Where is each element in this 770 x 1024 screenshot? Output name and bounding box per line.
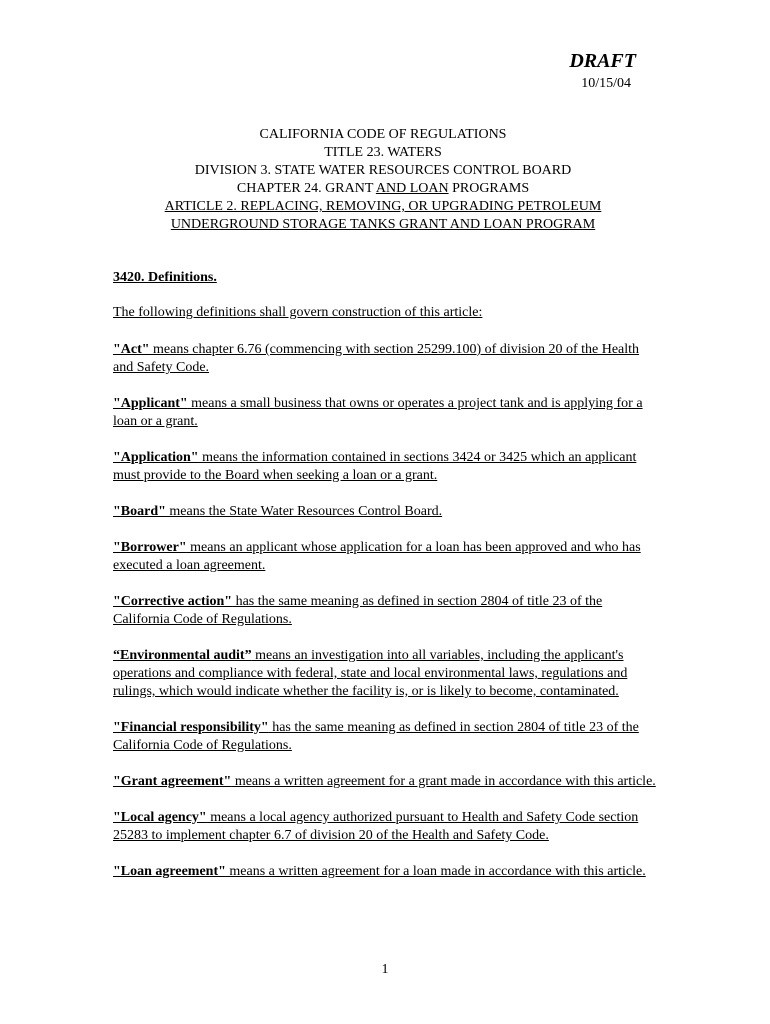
definition-text: means a local agency authorized pursuant to Health and Safety Code section 25283 to implement chapter 6.7 of division 20 of the Health and Safety Code. — [113, 810, 639, 843]
definition-text: has the same meaning as defined in section 2804 of title 23 of the California Code of Regulations. — [113, 720, 639, 753]
header-line-4-underlined: AND LOAN — [375, 181, 449, 196]
definition-term: "Local agency" — [113, 810, 207, 825]
header-line-4-pre: CHAPTER 24. GRANT — [236, 181, 376, 196]
definition-term: "Financial responsibility" — [113, 720, 269, 735]
definitions-list — [113, 341, 658, 899]
header-line-3: DIVISION 3. STATE WATER RESOURCES CONTROL BOARD — [194, 163, 572, 178]
definition-term: "Loan agreement" — [113, 864, 226, 879]
definition-text: means a written agreement for a loan made in accordance with this article. — [225, 864, 646, 879]
definition-item — [113, 341, 658, 377]
header-line-1: CALIFORNIA CODE OF REGULATIONS — [259, 127, 507, 142]
definition-item — [113, 773, 658, 791]
draft-label: DRAFT — [569, 50, 636, 72]
definition-item — [113, 719, 658, 755]
definition-term: "Applicant" — [113, 396, 188, 411]
definition-text: means the information contained in sections 3424 or 3425 which an applicant must provide to the Board when seeking a loan or a grant. — [113, 450, 637, 483]
header-line-6: UNDERGROUND STORAGE TANKS GRANT AND LOAN PROGRAM — [170, 217, 596, 232]
definition-term: "Application" — [113, 450, 199, 465]
definition-term: "Board" — [113, 504, 166, 519]
definition-term: "Corrective action" — [113, 594, 233, 609]
definition-item — [113, 647, 658, 701]
header-line-4 — [113, 180, 653, 198]
document-header — [113, 126, 653, 234]
definition-item — [113, 809, 658, 845]
definition-text: has the same meaning as defined in section 2804 of title 23 of the California Code of Regulations. — [113, 594, 603, 627]
page-number: 1 — [381, 962, 389, 977]
header-line-4-post: PROGRAMS — [448, 181, 530, 196]
definition-item — [113, 395, 658, 431]
definition-term: “Environmental audit” — [113, 648, 252, 663]
definition-term: "Borrower" — [113, 540, 187, 555]
header-line-5: ARTICLE 2. REPLACING, REMOVING, OR UPGRADING PETROLEUM — [164, 199, 602, 214]
definition-term: "Act" — [113, 342, 150, 357]
definition-text: means the State Water Resources Control Board. — [165, 504, 443, 519]
intro-paragraph: The following definitions shall govern construction of this article: — [113, 305, 483, 320]
definition-term: "Grant agreement" — [113, 774, 232, 789]
definition-text: means chapter 6.76 (commencing with section 25299.100) of division 20 of the Health and Safety Code. — [113, 342, 640, 375]
definition-item — [113, 503, 658, 521]
definition-text: means a written agreement for a grant made in accordance with this article. — [231, 774, 656, 789]
definition-text: means a small business that owns or operates a project tank and is applying for a loan or a grant. — [113, 396, 643, 429]
document-date: 10/15/04 — [581, 76, 631, 91]
header-line-2: TITLE 23. WATERS — [324, 145, 442, 160]
definition-item — [113, 593, 658, 629]
definition-text: means an applicant whose application for a loan has been approved and who has executed a loan agreement. — [113, 540, 641, 573]
section-title: 3420. Definitions. — [113, 270, 217, 285]
definition-item — [113, 863, 658, 881]
definition-item — [113, 449, 658, 485]
definition-item — [113, 539, 658, 575]
definition-text: means an investigation into all variables, including the applicant's operations and compliance with federal, state and local environmental laws, regulations and rulings, which would indicate whether the facility is, or is likely to become, contaminated. — [113, 648, 628, 699]
